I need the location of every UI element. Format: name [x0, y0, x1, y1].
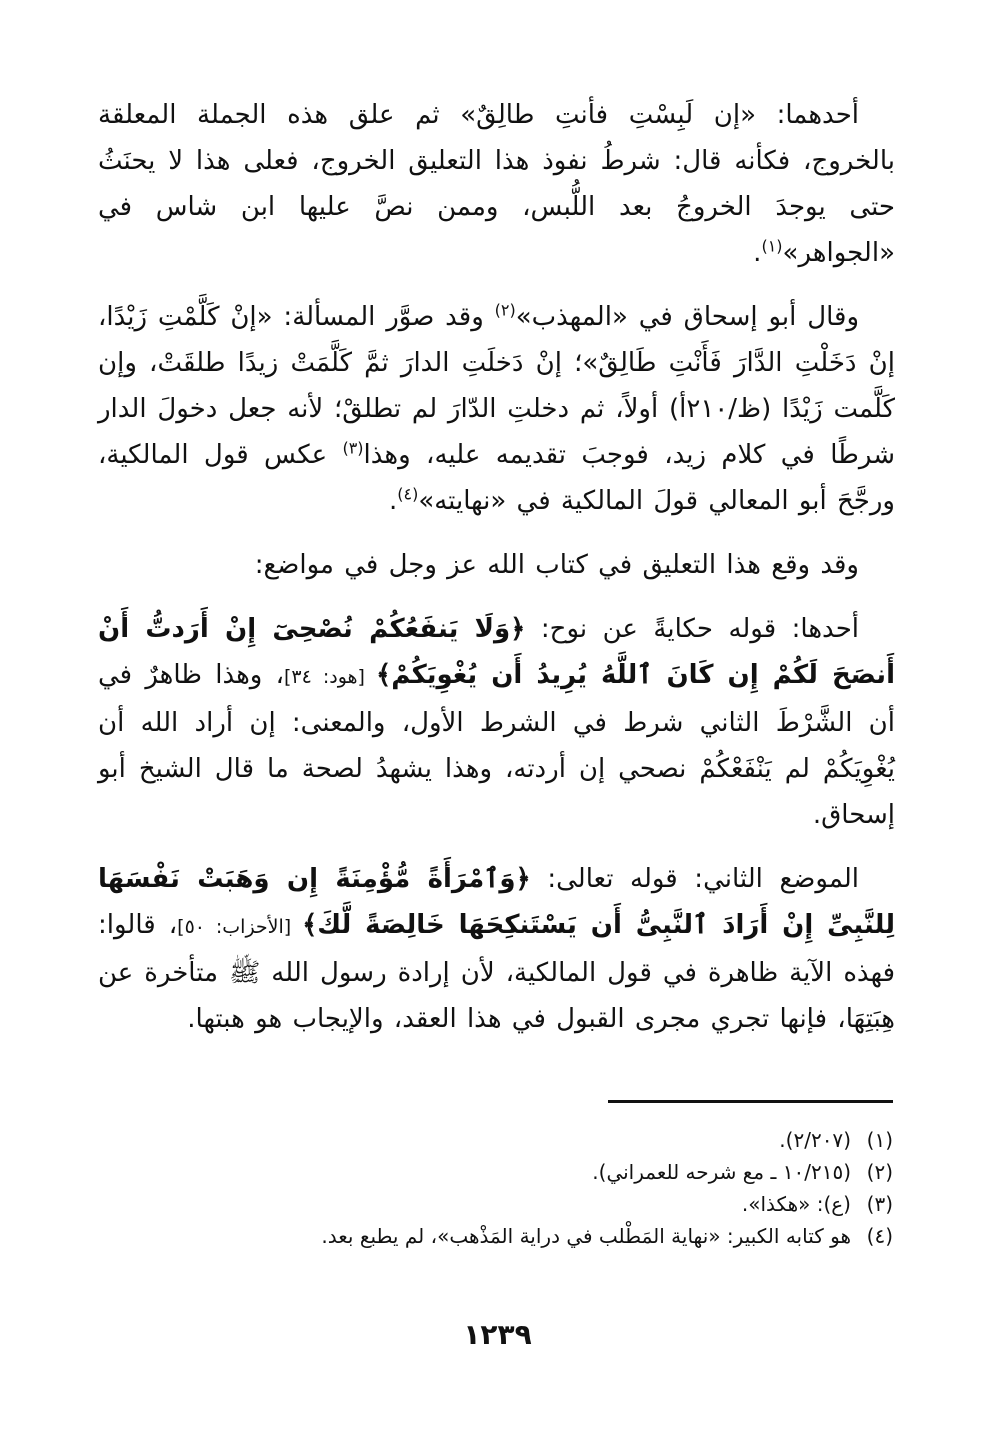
paragraph-2-text-b: وقد صوَّر المسألة: «إنْ كَلَّمْتِ زَيْدًا، إنْ دَخَلْتِ الدَّارَ فَأَنْتِ طَالِقٌ»؛ إنْ دَخلَتِ الدارَ ثمَّ كَلَّمَتْ زيدًا طلقَتْ، وإن كَلَّمت زَيْدًا (ظ/٢١٠أ) أولاً، ثم دخلتِ الدّارَ لم تطلقْ؛ لأنه جعل دخولَ الدار شرطًا في كلام زيد، فوجبَ تقديمه عليه، وهذا — [98, 302, 895, 470]
footnote-text: (١٠/٢١٥ ـ مع شرحه للعمراني). — [592, 1160, 851, 1184]
footnote-item — [98, 1220, 893, 1252]
quran-verse-ahzab: ﴿وَٱمْرَأَةً مُّؤْمِنَةً إِن وَهَبَتْ نَفْسَهَا لِلنَّبِىِّ إِنْ أَرَادَ ٱلنَّبِىُّ أَن يَسْتَنكِحَهَا خَالِصَةً لَّكَ﴾ — [98, 864, 896, 940]
paragraph-5-text-a: الموضع الثاني: قوله تعالى: — [530, 864, 859, 894]
footnote-ref-1: (١) — [761, 236, 783, 256]
footnote-text: هو كتابه الكبير: «نهاية المَطْلب في دراية المَذْهب»، لم يطبع بعد. — [321, 1224, 851, 1248]
footnote-ref-3: (٣) — [342, 438, 364, 458]
footnotes-list — [98, 1124, 893, 1252]
paragraph-4-text-b: ، وهذا ظاهرٌ في أن الشَّرْطَ الثاني شرط في الشرط الأول، والمعنى: إن أراد الله أن يُغْوِيَكُمْ لم يَنْفَعْكُمْ نصحي إن أردته، وهذا يشهدُ لصحة ما قال الشيخ أبو إسحاق. — [98, 660, 895, 830]
footnote-item — [98, 1124, 893, 1156]
paragraph-4-text-a: أحدها: قوله حكايةً عن نوح: — [525, 614, 859, 644]
paragraph-2-text-c: عكس قول المالكية، ورجَّحَ أبو المعالي قولَ المالكية في «نهايته» — [98, 440, 895, 516]
footnote-item — [98, 1156, 893, 1188]
footnote-text: (ع): «هكذا». — [741, 1192, 851, 1216]
main-text — [98, 92, 895, 1060]
footnote-number: (٢) — [866, 1160, 893, 1184]
paragraph-1 — [98, 92, 895, 276]
paragraph-2-text-a: وقال أبو إسحاق في «المهذب» — [515, 302, 859, 332]
footnote-ref-4: (٤) — [397, 484, 419, 504]
paragraph-1-text-a: أحدهما: «إن لَبِسْتِ فأنتِ طالِقٌ» ثم علق هذه الجملة المعلقة بالخروج، فكأنه قال: شرطُ نفوذ هذا التعليق الخروج، فعلى هذا لا يحنَثُ حتى يوجدَ الخروجُ بعد اللُّبس، وممن نصَّ عليها ابن شاس في «الجواهر» — [98, 100, 895, 268]
paragraph-5-text-b: ، قالوا: فهذه الآية ظاهرة في قول المالكية، لأن إرادة رسول الله ﷺ متأخرة عن هِبَتِهَا، فإنها تجري مجرى القبول في هذا العقد، والإيجاب هو هبتها. — [98, 910, 895, 1034]
footnote-number: (١) — [866, 1128, 893, 1152]
verse-reference-hud: [هود: ٣٤] — [283, 666, 376, 688]
footnote-text: (٢/٢٠٧). — [779, 1128, 851, 1152]
footnote-item — [98, 1188, 893, 1220]
footnote-number: (٤) — [866, 1224, 893, 1248]
paragraph-4 — [98, 606, 895, 838]
paragraph-5 — [98, 856, 895, 1042]
footnote-number: (٣) — [866, 1192, 893, 1216]
paragraph-2-text-d: . — [388, 486, 398, 516]
paragraph-2 — [98, 294, 895, 524]
footnote-ref-2: (٢) — [494, 300, 516, 320]
page-number: ١٢٣٩ — [463, 1318, 532, 1351]
quran-verse-hud: ﴿وَلَا يَنفَعُكُمْ نُصْحِىٓ إِنْ أَرَدتُّ أَنْ أَنصَحَ لَكُمْ إِن كَانَ ٱللَّهُ يُرِيدُ أَن يُغْوِيَكُمْ﴾ — [98, 614, 895, 690]
paragraph-3: وقد وقع هذا التعليق في كتاب الله عز وجل في مواضع: — [254, 550, 859, 580]
paragraph-1-text-b: . — [753, 238, 762, 268]
verse-reference-ahzab: [الأحزاب: ٥٠] — [177, 916, 303, 938]
footnote-separator — [608, 1100, 893, 1103]
